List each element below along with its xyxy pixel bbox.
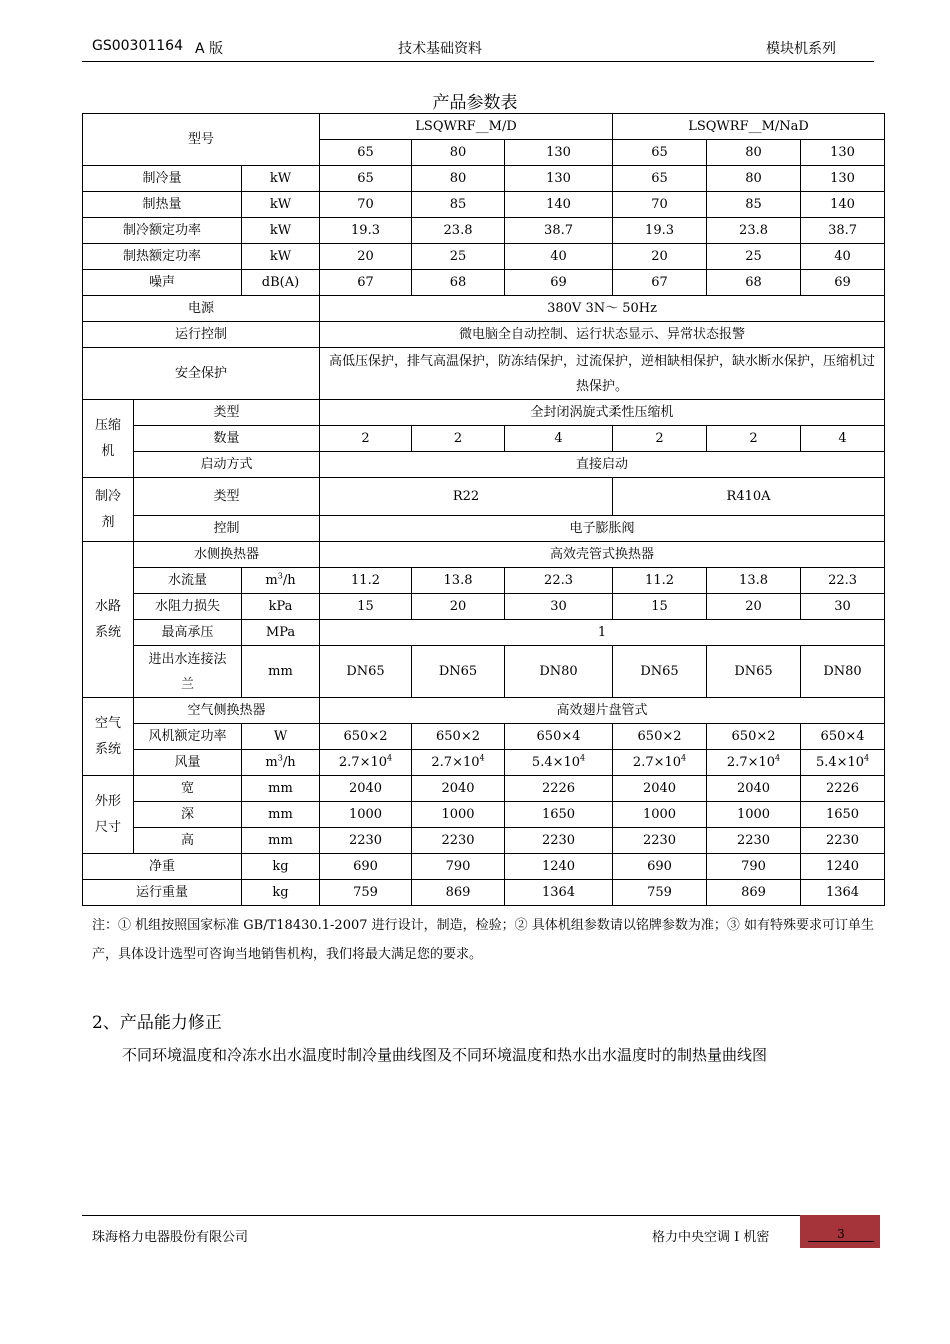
model-group-nad: LSQWRF__M/NaD (613, 114, 885, 140)
section-title: 2、产品能力修正 (92, 1013, 222, 1033)
row-value-5: 23.8 (707, 218, 801, 244)
dimension-value-1: 2040 (320, 776, 412, 802)
water-flange-unit: mm (242, 646, 320, 698)
table-notes: 注：① 机组按照国家标准 GB/T18430.1-2007 进行设计，制造，检验；② 具体机组参数请以铭牌参数为准；③ 如有特殊要求可订单生产，具体设计选型可咨询当地销售机构，我们将最大满足您的要求。 (92, 918, 874, 962)
model-size-4: 65 (613, 140, 707, 166)
air-flow-4 (613, 750, 707, 776)
table-row (83, 698, 885, 724)
row-label: 制热额定功率 (83, 244, 242, 270)
row-value-5: 80 (707, 166, 801, 192)
weight-value-2: 869 (412, 880, 505, 906)
air-flow-2 (412, 750, 505, 776)
dimension-value-2: 1000 (412, 802, 505, 828)
model-label: 型号 (83, 114, 320, 166)
dimension-value-1: 1000 (320, 802, 412, 828)
refrigerant-type-r410a: R410A (613, 478, 885, 516)
dimension-value-6: 1650 (801, 802, 885, 828)
row-unit: kW (242, 218, 320, 244)
row-value-3: 140 (505, 192, 613, 218)
row-label: 噪声 (83, 270, 242, 296)
model-size-6: 130 (801, 140, 885, 166)
header-center: 技术基础资料 (398, 41, 482, 57)
table-row (83, 296, 885, 322)
model-size-3: 130 (505, 140, 613, 166)
dimension-value-4: 1000 (613, 802, 707, 828)
table-title: 产品参数表 (432, 93, 518, 113)
air-fan-3: 650×4 (505, 724, 613, 750)
air-flow-label: 风量 (134, 750, 242, 776)
weight-unit: kg (242, 854, 320, 880)
spec-table (82, 113, 885, 906)
value-exponent: 4 (580, 753, 586, 763)
row-label: 制热量 (83, 192, 242, 218)
row-value-3: 69 (505, 270, 613, 296)
model-size-5: 80 (707, 140, 801, 166)
row-value-6: 40 (801, 244, 885, 270)
value-mantissa: 2.7×10 (726, 755, 776, 770)
dimension-value-3: 2226 (505, 776, 613, 802)
row-value-3: 130 (505, 166, 613, 192)
water-flow-4: 11.2 (613, 568, 707, 594)
water-drop-5: 20 (707, 594, 801, 620)
refrigerant-control-label: 控制 (134, 516, 320, 542)
air-flow-5 (707, 750, 801, 776)
table-row (83, 426, 885, 452)
table-row (83, 244, 885, 270)
table-row (83, 452, 885, 478)
row-value-1: 20 (320, 244, 412, 270)
air-fan-6: 650×4 (801, 724, 885, 750)
table-row (83, 516, 885, 542)
weight-label: 净重 (83, 854, 242, 880)
compressor-qty-6: 4 (801, 426, 885, 452)
water-pressure-label: 最高承压 (134, 620, 242, 646)
air-fan-unit: W (242, 724, 320, 750)
dimensions-group-label: 外形尺寸 (83, 776, 134, 854)
row-value-2: 68 (412, 270, 505, 296)
refrigerant-type-r22: R22 (320, 478, 613, 516)
weight-value-4: 759 (613, 880, 707, 906)
water-flange-4: DN65 (613, 646, 707, 698)
table-row (83, 750, 885, 776)
table-row (83, 594, 885, 620)
water-group-label: 水路系统 (83, 542, 134, 698)
row-value-1: 65 (320, 166, 412, 192)
water-flow-6: 22.3 (801, 568, 885, 594)
refrigerant-group-label: 制冷剂 (83, 478, 134, 542)
table-row (83, 218, 885, 244)
water-pressure-value: 1 (320, 620, 885, 646)
water-flow-unit (242, 568, 320, 594)
water-flange-3: DN80 (505, 646, 613, 698)
water-flow-3: 22.3 (505, 568, 613, 594)
refrigerant-type-label: 类型 (134, 478, 320, 516)
dimension-unit: mm (242, 802, 320, 828)
footer-company: 珠海格力电器股份有限公司 (92, 1230, 249, 1245)
water-flow-5: 13.8 (707, 568, 801, 594)
model-group-md: LSQWRF__M/D (320, 114, 613, 140)
unit-tail: /h (282, 573, 296, 588)
footer-brand: 格力中央空调 I 机密 (652, 1230, 770, 1245)
dimension-value-4: 2040 (613, 776, 707, 802)
table-row (83, 724, 885, 750)
dimension-value-3: 1650 (505, 802, 613, 828)
value-exponent: 4 (479, 753, 485, 763)
row-value-3: 38.7 (505, 218, 613, 244)
unit-exponent: 3 (277, 753, 283, 763)
water-flow-2: 13.8 (412, 568, 505, 594)
row-value-6: 130 (801, 166, 885, 192)
water-flow-1: 11.2 (320, 568, 412, 594)
dimension-value-6: 2226 (801, 776, 885, 802)
table-row (83, 854, 885, 880)
dimension-unit: mm (242, 776, 320, 802)
unit-base: m (265, 755, 278, 770)
air-hx-value: 高效翅片盘管式 (320, 698, 885, 724)
control-label: 运行控制 (83, 322, 320, 348)
safety-value: 高低压保护，排气高温保护，防冻结保护，过流保护，逆相缺相保护，缺水断水保护，压缩机过热保护。 (320, 348, 885, 400)
row-value-2: 23.8 (412, 218, 505, 244)
water-drop-3: 30 (505, 594, 613, 620)
dimension-value-1: 2230 (320, 828, 412, 854)
water-hx-value: 高效壳管式换热器 (320, 542, 885, 568)
row-unit: kW (242, 192, 320, 218)
doc-version: A 版 (195, 41, 224, 57)
dimension-label: 宽 (134, 776, 242, 802)
dimension-label: 高 (134, 828, 242, 854)
weight-value-4: 690 (613, 854, 707, 880)
table-row (83, 478, 885, 516)
page-number: 3 (808, 1227, 874, 1242)
water-flange-6: DN80 (801, 646, 885, 698)
air-hx-label: 空气侧换热器 (134, 698, 320, 724)
table-row (83, 270, 885, 296)
dimension-value-5: 2230 (707, 828, 801, 854)
row-value-2: 80 (412, 166, 505, 192)
water-flange-label: 进出水连接法兰 (134, 646, 242, 698)
air-flow-6 (801, 750, 885, 776)
table-row (83, 400, 885, 426)
table-row (83, 568, 885, 594)
value-exponent: 4 (775, 753, 781, 763)
compressor-type-label: 类型 (134, 400, 320, 426)
table-row (83, 880, 885, 906)
row-value-4: 65 (613, 166, 707, 192)
table-row (83, 114, 885, 140)
air-group-label: 空气系统 (83, 698, 134, 776)
table-row (83, 542, 885, 568)
header-right: 模块机系列 (766, 41, 836, 57)
dimension-value-3: 2230 (505, 828, 613, 854)
air-fan-2: 650×2 (412, 724, 505, 750)
row-value-6: 38.7 (801, 218, 885, 244)
row-value-3: 40 (505, 244, 613, 270)
footer-divider (82, 1215, 874, 1216)
row-value-1: 67 (320, 270, 412, 296)
dimension-value-5: 2040 (707, 776, 801, 802)
table-row (83, 166, 885, 192)
water-drop-unit: kPa (242, 594, 320, 620)
row-value-4: 20 (613, 244, 707, 270)
water-drop-2: 20 (412, 594, 505, 620)
air-flow-3 (505, 750, 613, 776)
row-value-5: 85 (707, 192, 801, 218)
compressor-qty-5: 2 (707, 426, 801, 452)
model-size-1: 65 (320, 140, 412, 166)
weight-value-1: 690 (320, 854, 412, 880)
air-flow-unit (242, 750, 320, 776)
compressor-group-label: 压缩机 (83, 400, 134, 478)
value-mantissa: 2.7×10 (632, 755, 682, 770)
row-unit: kW (242, 244, 320, 270)
weight-value-3: 1364 (505, 880, 613, 906)
weight-value-5: 790 (707, 854, 801, 880)
row-label: 制冷量 (83, 166, 242, 192)
row-unit: dB(A) (242, 270, 320, 296)
row-value-6: 69 (801, 270, 885, 296)
dimension-value-2: 2040 (412, 776, 505, 802)
power-label: 电源 (83, 296, 320, 322)
unit-base: m (265, 573, 278, 588)
value-mantissa: 2.7×10 (431, 755, 480, 770)
compressor-qty-1: 2 (320, 426, 412, 452)
air-fan-4: 650×2 (613, 724, 707, 750)
row-value-4: 67 (613, 270, 707, 296)
compressor-type-value: 全封闭涡旋式柔性压缩机 (320, 400, 885, 426)
dimension-value-5: 1000 (707, 802, 801, 828)
doc-code: GS00301164 (92, 38, 183, 54)
compressor-qty-3: 4 (505, 426, 613, 452)
row-value-4: 19.3 (613, 218, 707, 244)
weight-value-3: 1240 (505, 854, 613, 880)
row-value-6: 140 (801, 192, 885, 218)
model-size-2: 80 (412, 140, 505, 166)
water-pressure-unit: MPa (242, 620, 320, 646)
compressor-qty-label: 数量 (134, 426, 320, 452)
row-value-5: 68 (707, 270, 801, 296)
weight-value-1: 759 (320, 880, 412, 906)
table-row (83, 828, 885, 854)
value-exponent: 4 (864, 753, 870, 763)
table-row (83, 620, 885, 646)
row-value-4: 70 (613, 192, 707, 218)
row-unit: kW (242, 166, 320, 192)
value-exponent: 4 (681, 753, 687, 763)
row-value-5: 25 (707, 244, 801, 270)
water-flange-1: DN65 (320, 646, 412, 698)
water-drop-1: 15 (320, 594, 412, 620)
water-flow-label: 水流量 (134, 568, 242, 594)
air-fan-label: 风机额定功率 (134, 724, 242, 750)
value-mantissa: 5.4×10 (815, 755, 865, 770)
water-drop-6: 30 (801, 594, 885, 620)
power-value: 380V 3N～ 50Hz (320, 296, 885, 322)
row-value-2: 85 (412, 192, 505, 218)
table-row (83, 802, 885, 828)
compressor-start-label: 启动方式 (134, 452, 320, 478)
control-value: 微电脑全自动控制、运行状态显示、异常状态报警 (320, 322, 885, 348)
compressor-start-value: 直接启动 (320, 452, 885, 478)
value-mantissa: 2.7×10 (338, 755, 388, 770)
dimension-value-4: 2230 (613, 828, 707, 854)
header-divider (82, 61, 874, 62)
air-fan-1: 650×2 (320, 724, 412, 750)
dimension-unit: mm (242, 828, 320, 854)
row-value-1: 70 (320, 192, 412, 218)
table-row (83, 776, 885, 802)
row-label: 制冷额定功率 (83, 218, 242, 244)
weight-value-2: 790 (412, 854, 505, 880)
refrigerant-control-value: 电子膨胀阀 (320, 516, 885, 542)
table-row (83, 322, 885, 348)
table-row (83, 646, 885, 698)
weight-value-5: 869 (707, 880, 801, 906)
water-hx-label: 水侧换热器 (134, 542, 320, 568)
unit-exponent: 3 (277, 571, 283, 581)
water-drop-4: 15 (613, 594, 707, 620)
water-flange-2: DN65 (412, 646, 505, 698)
dimension-value-6: 2230 (801, 828, 885, 854)
water-flange-5: DN65 (707, 646, 801, 698)
table-row (83, 348, 885, 400)
safety-label: 安全保护 (83, 348, 320, 400)
air-fan-5: 650×2 (707, 724, 801, 750)
weight-label: 运行重量 (83, 880, 242, 906)
table-row (83, 192, 885, 218)
compressor-qty-4: 2 (613, 426, 707, 452)
air-flow-1 (320, 750, 412, 776)
value-mantissa: 5.4×10 (531, 755, 581, 770)
dimension-value-2: 2230 (412, 828, 505, 854)
dimension-label: 深 (134, 802, 242, 828)
section-text: 不同环境温度和冷冻水出水温度时制冷量曲线图及不同环境温度和热水出水温度时的制热量曲线图 (122, 1046, 768, 1064)
weight-value-6: 1364 (801, 880, 885, 906)
weight-value-6: 1240 (801, 854, 885, 880)
compressor-qty-2: 2 (412, 426, 505, 452)
unit-tail: /h (282, 755, 296, 770)
weight-unit: kg (242, 880, 320, 906)
row-value-1: 19.3 (320, 218, 412, 244)
water-drop-label: 水阻力损失 (134, 594, 242, 620)
value-exponent: 4 (387, 753, 393, 763)
row-value-2: 25 (412, 244, 505, 270)
